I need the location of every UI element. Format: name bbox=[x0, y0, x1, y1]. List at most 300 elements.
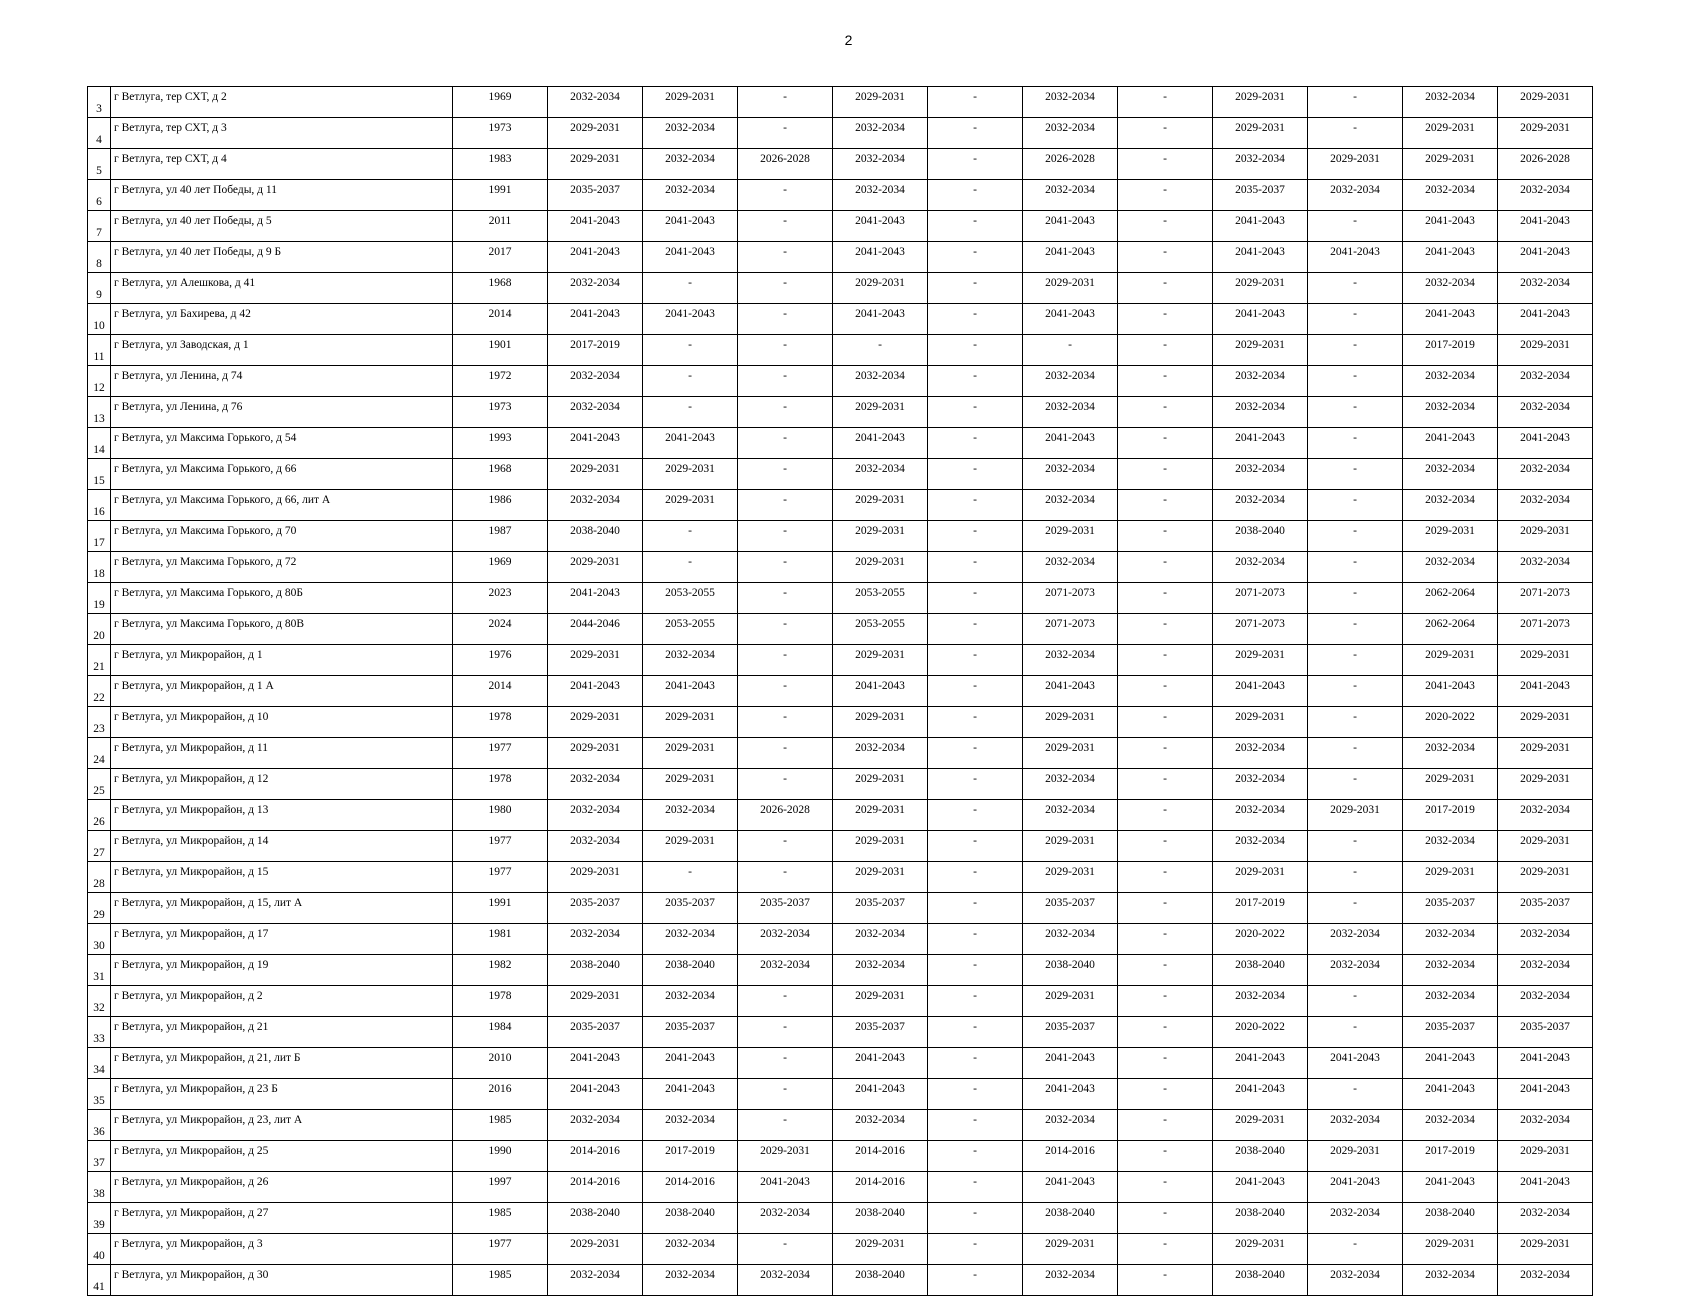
address-cell: г Ветлуга, ул Максима Горького, д 72 bbox=[111, 552, 453, 583]
table-cell: 2032-2034 bbox=[548, 924, 643, 955]
table-cell: 2038-2040 bbox=[548, 1203, 643, 1234]
address-cell: г Ветлуга, ул Микрорайон, д 27 bbox=[111, 1203, 453, 1234]
table-cell: 2029-2031 bbox=[1498, 335, 1593, 366]
table-cell: 2041-2043 bbox=[833, 1048, 928, 1079]
table-cell: 2032-2034 bbox=[1213, 552, 1308, 583]
table-cell: 2032-2034 bbox=[1023, 118, 1118, 149]
table-row bbox=[88, 769, 1593, 800]
table-cell: - bbox=[928, 1017, 1023, 1048]
year-cell: 1981 bbox=[453, 924, 548, 955]
address-cell: г Ветлуга, ул Микрорайон, д 25 bbox=[111, 1141, 453, 1172]
schedule-table bbox=[87, 86, 1593, 1296]
table-cell: 2029-2031 bbox=[833, 397, 928, 428]
row-number: 27 bbox=[88, 831, 111, 862]
table-cell: 2029-2031 bbox=[1403, 769, 1498, 800]
table-cell: - bbox=[1118, 242, 1213, 273]
year-cell: 1997 bbox=[453, 1172, 548, 1203]
table-cell: 2041-2043 bbox=[548, 242, 643, 273]
table-cell: 2029-2031 bbox=[833, 1234, 928, 1265]
table-cell: 2032-2034 bbox=[548, 800, 643, 831]
table-cell: 2032-2034 bbox=[1023, 180, 1118, 211]
row-number: 4 bbox=[88, 118, 111, 149]
address-cell: г Ветлуга, ул Микрорайон, д 30 bbox=[111, 1265, 453, 1296]
table-cell: 2029-2031 bbox=[1308, 149, 1403, 180]
row-number: 18 bbox=[88, 552, 111, 583]
table-row bbox=[88, 1234, 1593, 1265]
table-cell: - bbox=[1118, 87, 1213, 118]
table-cell: - bbox=[738, 366, 833, 397]
table-cell: 2017-2019 bbox=[1403, 800, 1498, 831]
table-cell: - bbox=[928, 552, 1023, 583]
table-cell: - bbox=[928, 149, 1023, 180]
table-cell: - bbox=[738, 211, 833, 242]
table-cell: 2038-2040 bbox=[1023, 1203, 1118, 1234]
year-cell: 1968 bbox=[453, 273, 548, 304]
table-cell: 2029-2031 bbox=[1403, 149, 1498, 180]
table-cell: 2035-2037 bbox=[1023, 893, 1118, 924]
table-cell: 2032-2034 bbox=[1403, 459, 1498, 490]
year-cell: 1978 bbox=[453, 986, 548, 1017]
year-cell: 1983 bbox=[453, 149, 548, 180]
table-cell: - bbox=[738, 335, 833, 366]
table-cell: - bbox=[1118, 862, 1213, 893]
year-cell: 1976 bbox=[453, 645, 548, 676]
table-row bbox=[88, 1141, 1593, 1172]
table-cell: 2020-2022 bbox=[1213, 924, 1308, 955]
page-number: 2 bbox=[844, 32, 853, 48]
table-cell: - bbox=[1118, 118, 1213, 149]
table-cell: 2032-2034 bbox=[1403, 955, 1498, 986]
table-cell: - bbox=[928, 955, 1023, 986]
table-cell: 2062-2064 bbox=[1403, 583, 1498, 614]
table-cell: 2032-2034 bbox=[1023, 459, 1118, 490]
row-number: 14 bbox=[88, 428, 111, 459]
table-cell: 2026-2028 bbox=[1023, 149, 1118, 180]
table-cell: 2029-2031 bbox=[643, 490, 738, 521]
table-cell: 2032-2034 bbox=[643, 1110, 738, 1141]
table-cell: 2029-2031 bbox=[833, 831, 928, 862]
table-cell: - bbox=[1308, 490, 1403, 521]
table-cell: 2032-2034 bbox=[833, 459, 928, 490]
table-cell: 2029-2031 bbox=[1213, 707, 1308, 738]
row-number: 34 bbox=[88, 1048, 111, 1079]
table-cell: - bbox=[643, 862, 738, 893]
table-cell: - bbox=[738, 1079, 833, 1110]
table-cell: 2041-2043 bbox=[1498, 1079, 1593, 1110]
table-cell: 2032-2034 bbox=[1213, 831, 1308, 862]
year-cell: 1990 bbox=[453, 1141, 548, 1172]
table-cell: - bbox=[928, 87, 1023, 118]
address-cell: г Ветлуга, ул 40 лет Победы, д 9 Б bbox=[111, 242, 453, 273]
table-cell: - bbox=[1308, 552, 1403, 583]
table-cell: 2041-2043 bbox=[1403, 676, 1498, 707]
table-cell: 2032-2034 bbox=[1498, 180, 1593, 211]
table-cell: - bbox=[1118, 986, 1213, 1017]
table-cell: - bbox=[928, 707, 1023, 738]
table-cell: 2032-2034 bbox=[548, 831, 643, 862]
table-cell: - bbox=[1118, 1265, 1213, 1296]
table-cell: - bbox=[1118, 180, 1213, 211]
row-number: 21 bbox=[88, 645, 111, 676]
table-cell: 2041-2043 bbox=[1498, 242, 1593, 273]
table-row bbox=[88, 149, 1593, 180]
table-cell: 2029-2031 bbox=[1498, 862, 1593, 893]
table-cell: 2035-2037 bbox=[1498, 893, 1593, 924]
address-cell: г Ветлуга, ул 40 лет Победы, д 5 bbox=[111, 211, 453, 242]
address-cell: г Ветлуга, ул Микрорайон, д 13 bbox=[111, 800, 453, 831]
table-row bbox=[88, 459, 1593, 490]
row-number: 31 bbox=[88, 955, 111, 986]
table-cell: 2041-2043 bbox=[1023, 304, 1118, 335]
table-cell: - bbox=[928, 273, 1023, 304]
table-cell: 2029-2031 bbox=[1498, 1234, 1593, 1265]
table-cell: 2029-2031 bbox=[1023, 986, 1118, 1017]
table-cell: 2062-2064 bbox=[1403, 614, 1498, 645]
table-cell: 2029-2031 bbox=[1403, 1234, 1498, 1265]
table-cell: - bbox=[738, 862, 833, 893]
row-number: 38 bbox=[88, 1172, 111, 1203]
table-cell: - bbox=[643, 397, 738, 428]
table-cell: 2035-2037 bbox=[738, 893, 833, 924]
table-cell: 2071-2073 bbox=[1498, 614, 1593, 645]
year-cell: 1993 bbox=[453, 428, 548, 459]
table-row bbox=[88, 304, 1593, 335]
table-cell: 2041-2043 bbox=[833, 428, 928, 459]
table-cell: 2029-2031 bbox=[1498, 831, 1593, 862]
table-cell: 2071-2073 bbox=[1023, 583, 1118, 614]
year-cell: 1901 bbox=[453, 335, 548, 366]
table-cell: 2032-2034 bbox=[1498, 1110, 1593, 1141]
table-row bbox=[88, 552, 1593, 583]
table-cell: 2029-2031 bbox=[1498, 707, 1593, 738]
table-row bbox=[88, 366, 1593, 397]
table-cell: - bbox=[1118, 552, 1213, 583]
year-cell: 1977 bbox=[453, 1234, 548, 1265]
table-cell: 2032-2034 bbox=[738, 924, 833, 955]
table-cell: 2041-2043 bbox=[643, 676, 738, 707]
table-cell: 2041-2043 bbox=[1023, 1048, 1118, 1079]
table-cell: 2029-2031 bbox=[1023, 831, 1118, 862]
table-cell: - bbox=[928, 1141, 1023, 1172]
table-cell: 2032-2034 bbox=[1403, 1265, 1498, 1296]
table-cell: - bbox=[738, 118, 833, 149]
address-cell: г Ветлуга, ул Микрорайон, д 15, лит А bbox=[111, 893, 453, 924]
table-cell: - bbox=[738, 1110, 833, 1141]
table-cell: 2041-2043 bbox=[1403, 242, 1498, 273]
table-cell: 2041-2043 bbox=[1498, 1172, 1593, 1203]
table-cell: 2038-2040 bbox=[548, 521, 643, 552]
year-cell: 1977 bbox=[453, 862, 548, 893]
table-cell: - bbox=[738, 87, 833, 118]
table-cell: - bbox=[1118, 738, 1213, 769]
year-cell: 1987 bbox=[453, 521, 548, 552]
row-number: 17 bbox=[88, 521, 111, 552]
table-cell: 2038-2040 bbox=[1213, 955, 1308, 986]
table-cell: 2035-2037 bbox=[833, 893, 928, 924]
table-cell: 2032-2034 bbox=[1213, 397, 1308, 428]
year-cell: 1973 bbox=[453, 118, 548, 149]
table-cell: 2017-2019 bbox=[1403, 335, 1498, 366]
table-cell: - bbox=[928, 645, 1023, 676]
year-cell: 1972 bbox=[453, 366, 548, 397]
table-row bbox=[88, 1079, 1593, 1110]
table-cell: - bbox=[643, 273, 738, 304]
table-cell: - bbox=[738, 552, 833, 583]
table-cell: 2041-2043 bbox=[1023, 242, 1118, 273]
year-cell: 1980 bbox=[453, 800, 548, 831]
address-cell: г Ветлуга, ул Микрорайон, д 14 bbox=[111, 831, 453, 862]
table-cell: 2041-2043 bbox=[1498, 1048, 1593, 1079]
table-cell: 2041-2043 bbox=[548, 304, 643, 335]
table-cell: 2029-2031 bbox=[1023, 521, 1118, 552]
table-cell: 2032-2034 bbox=[1213, 769, 1308, 800]
table-cell: 2053-2055 bbox=[833, 583, 928, 614]
table-cell: 2014-2016 bbox=[548, 1141, 643, 1172]
table-cell: - bbox=[1308, 273, 1403, 304]
table-cell: 2041-2043 bbox=[1403, 1048, 1498, 1079]
table-cell: 2029-2031 bbox=[833, 862, 928, 893]
table-cell: - bbox=[928, 831, 1023, 862]
table-cell: - bbox=[1118, 1203, 1213, 1234]
table-row bbox=[88, 831, 1593, 862]
table-row bbox=[88, 614, 1593, 645]
table-cell: 2029-2031 bbox=[1213, 87, 1308, 118]
table-cell: 2029-2031 bbox=[1308, 800, 1403, 831]
table-cell: - bbox=[1118, 676, 1213, 707]
table-row bbox=[88, 583, 1593, 614]
year-cell: 2016 bbox=[453, 1079, 548, 1110]
table-cell: - bbox=[738, 676, 833, 707]
row-number: 23 bbox=[88, 707, 111, 738]
table-cell: - bbox=[1308, 366, 1403, 397]
table-cell: 2029-2031 bbox=[548, 118, 643, 149]
table-cell: - bbox=[738, 738, 833, 769]
table-cell: 2035-2037 bbox=[643, 893, 738, 924]
table-cell: 2017-2019 bbox=[643, 1141, 738, 1172]
table-row bbox=[88, 211, 1593, 242]
table-cell: 2029-2031 bbox=[643, 769, 738, 800]
table-cell: 2041-2043 bbox=[1023, 1079, 1118, 1110]
table-cell: - bbox=[928, 521, 1023, 552]
table-row bbox=[88, 1265, 1593, 1296]
table-row bbox=[88, 87, 1593, 118]
table-row bbox=[88, 335, 1593, 366]
table-cell: - bbox=[1118, 769, 1213, 800]
table-cell: 2029-2031 bbox=[833, 986, 928, 1017]
table-cell: 2035-2037 bbox=[1498, 1017, 1593, 1048]
table-cell: 2041-2043 bbox=[548, 428, 643, 459]
address-cell: г Ветлуга, ул Заводская, д 1 bbox=[111, 335, 453, 366]
table-row bbox=[88, 862, 1593, 893]
table-cell: 2032-2034 bbox=[1308, 924, 1403, 955]
year-cell: 1984 bbox=[453, 1017, 548, 1048]
table-row bbox=[88, 118, 1593, 149]
year-cell: 1985 bbox=[453, 1203, 548, 1234]
address-cell: г Ветлуга, ул Максима Горького, д 66, лит А bbox=[111, 490, 453, 521]
address-cell: г Ветлуга, тер СХТ, д 4 bbox=[111, 149, 453, 180]
table-row bbox=[88, 428, 1593, 459]
table-cell: 2029-2031 bbox=[833, 521, 928, 552]
table-cell: 2038-2040 bbox=[833, 1203, 928, 1234]
table-cell: - bbox=[738, 1048, 833, 1079]
table-cell: 2032-2034 bbox=[833, 149, 928, 180]
table-cell: - bbox=[1118, 955, 1213, 986]
table-cell: 2029-2031 bbox=[548, 707, 643, 738]
table-cell: - bbox=[928, 1048, 1023, 1079]
table-cell: - bbox=[928, 738, 1023, 769]
table-cell: 2071-2073 bbox=[1023, 614, 1118, 645]
table-cell: - bbox=[738, 273, 833, 304]
table-cell: 2032-2034 bbox=[1308, 1110, 1403, 1141]
table-cell: 2038-2040 bbox=[643, 1203, 738, 1234]
table-cell: - bbox=[1308, 645, 1403, 676]
table-cell: 2041-2043 bbox=[1213, 1079, 1308, 1110]
table-cell: - bbox=[1308, 397, 1403, 428]
table-cell: 2029-2031 bbox=[548, 552, 643, 583]
table-cell: 2041-2043 bbox=[643, 242, 738, 273]
table-cell: 2041-2043 bbox=[548, 211, 643, 242]
table-row bbox=[88, 490, 1593, 521]
table-cell: 2032-2034 bbox=[833, 118, 928, 149]
row-number: 35 bbox=[88, 1079, 111, 1110]
table-cell: 2026-2028 bbox=[738, 149, 833, 180]
table-cell: - bbox=[738, 180, 833, 211]
address-cell: г Ветлуга, ул 40 лет Победы, д 11 bbox=[111, 180, 453, 211]
table-cell: 2032-2034 bbox=[643, 118, 738, 149]
table-cell: 2041-2043 bbox=[1403, 1079, 1498, 1110]
table-cell: - bbox=[1118, 583, 1213, 614]
address-cell: г Ветлуга, ул Микрорайон, д 1 А bbox=[111, 676, 453, 707]
table-cell: 2029-2031 bbox=[1213, 335, 1308, 366]
table-row bbox=[88, 986, 1593, 1017]
table-cell: 2032-2034 bbox=[548, 769, 643, 800]
table-cell: 2041-2043 bbox=[1498, 428, 1593, 459]
table-cell: 2032-2034 bbox=[833, 738, 928, 769]
row-number: 15 bbox=[88, 459, 111, 490]
table-cell: 2029-2031 bbox=[833, 707, 928, 738]
row-number: 33 bbox=[88, 1017, 111, 1048]
table-cell: 2041-2043 bbox=[1023, 1172, 1118, 1203]
table-cell: - bbox=[928, 118, 1023, 149]
table-cell: - bbox=[1118, 1079, 1213, 1110]
table-cell: - bbox=[1308, 1079, 1403, 1110]
table-cell: - bbox=[643, 552, 738, 583]
table-cell: 2041-2043 bbox=[643, 1048, 738, 1079]
address-cell: г Ветлуга, тер СХТ, д 2 bbox=[111, 87, 453, 118]
table-cell: 2032-2034 bbox=[833, 924, 928, 955]
table-cell: 2014-2016 bbox=[833, 1141, 928, 1172]
year-cell: 2014 bbox=[453, 304, 548, 335]
table-cell: 2029-2031 bbox=[1498, 87, 1593, 118]
table-cell: 2029-2031 bbox=[1308, 1141, 1403, 1172]
table-row bbox=[88, 1017, 1593, 1048]
table-cell: 2071-2073 bbox=[1213, 583, 1308, 614]
table-cell: 2029-2031 bbox=[548, 459, 643, 490]
year-cell: 2010 bbox=[453, 1048, 548, 1079]
table-cell: - bbox=[643, 335, 738, 366]
table-cell: 2032-2034 bbox=[1498, 986, 1593, 1017]
table-cell: 2032-2034 bbox=[1403, 366, 1498, 397]
table-cell: 2041-2043 bbox=[1308, 242, 1403, 273]
address-cell: г Ветлуга, ул Микрорайон, д 23 Б bbox=[111, 1079, 453, 1110]
table-cell: 2029-2031 bbox=[1498, 738, 1593, 769]
table-cell: 2041-2043 bbox=[1403, 428, 1498, 459]
table-cell: 2032-2034 bbox=[1498, 366, 1593, 397]
table-cell: 2026-2028 bbox=[1498, 149, 1593, 180]
table-cell: 2032-2034 bbox=[1213, 459, 1308, 490]
table-body bbox=[88, 87, 1593, 1296]
table-cell: 2032-2034 bbox=[548, 397, 643, 428]
table-cell: 2041-2043 bbox=[643, 1079, 738, 1110]
year-cell: 1977 bbox=[453, 738, 548, 769]
table-cell: 2032-2034 bbox=[1498, 397, 1593, 428]
table-cell: 2035-2037 bbox=[1023, 1017, 1118, 1048]
table-cell: - bbox=[1308, 986, 1403, 1017]
table-cell: 2029-2031 bbox=[738, 1141, 833, 1172]
table-cell: - bbox=[1118, 211, 1213, 242]
table-cell: - bbox=[1308, 769, 1403, 800]
table-cell: 2041-2043 bbox=[833, 1079, 928, 1110]
table-cell: 2029-2031 bbox=[1403, 118, 1498, 149]
table-row bbox=[88, 1172, 1593, 1203]
table-cell: - bbox=[928, 1172, 1023, 1203]
address-cell: г Ветлуга, ул Максима Горького, д 80В bbox=[111, 614, 453, 645]
table-cell: - bbox=[928, 459, 1023, 490]
table-cell: 2041-2043 bbox=[548, 1079, 643, 1110]
table-cell: - bbox=[1308, 428, 1403, 459]
row-number: 41 bbox=[88, 1265, 111, 1296]
table-cell: 2029-2031 bbox=[1498, 769, 1593, 800]
table-cell: - bbox=[738, 645, 833, 676]
table-cell: 2029-2031 bbox=[1213, 1110, 1308, 1141]
table-cell: 2035-2037 bbox=[1403, 1017, 1498, 1048]
table-cell: 2032-2034 bbox=[1498, 552, 1593, 583]
table-cell: 2029-2031 bbox=[643, 87, 738, 118]
table-cell: 2038-2040 bbox=[833, 1265, 928, 1296]
table-cell: 2029-2031 bbox=[1403, 645, 1498, 676]
row-number: 5 bbox=[88, 149, 111, 180]
table-cell: - bbox=[738, 521, 833, 552]
table-cell: 2032-2034 bbox=[1023, 800, 1118, 831]
table-cell: - bbox=[1118, 521, 1213, 552]
table-cell: 2029-2031 bbox=[548, 645, 643, 676]
table-cell: 2041-2043 bbox=[1308, 1048, 1403, 1079]
table-cell: 2032-2034 bbox=[1023, 87, 1118, 118]
table-cell: - bbox=[928, 304, 1023, 335]
table-cell: - bbox=[1308, 831, 1403, 862]
table-cell: 2032-2034 bbox=[643, 924, 738, 955]
table-cell: - bbox=[738, 242, 833, 273]
table-cell: 2035-2037 bbox=[548, 180, 643, 211]
row-number: 6 bbox=[88, 180, 111, 211]
table-cell: - bbox=[738, 769, 833, 800]
table-cell: 2038-2040 bbox=[1023, 955, 1118, 986]
table-cell: 2032-2034 bbox=[548, 490, 643, 521]
address-cell: г Ветлуга, ул Максима Горького, д 54 bbox=[111, 428, 453, 459]
table-cell: - bbox=[1118, 1110, 1213, 1141]
table-cell: 2020-2022 bbox=[1403, 707, 1498, 738]
table-cell: 2029-2031 bbox=[1023, 862, 1118, 893]
row-number: 32 bbox=[88, 986, 111, 1017]
table-cell: - bbox=[1308, 1234, 1403, 1265]
table-cell: 2032-2034 bbox=[738, 1265, 833, 1296]
table-cell: - bbox=[928, 428, 1023, 459]
year-cell: 1978 bbox=[453, 707, 548, 738]
table-row bbox=[88, 1203, 1593, 1234]
address-cell: г Ветлуга, ул Микрорайон, д 26 bbox=[111, 1172, 453, 1203]
table-cell: 2041-2043 bbox=[1498, 211, 1593, 242]
table-cell: 2014-2016 bbox=[1023, 1141, 1118, 1172]
